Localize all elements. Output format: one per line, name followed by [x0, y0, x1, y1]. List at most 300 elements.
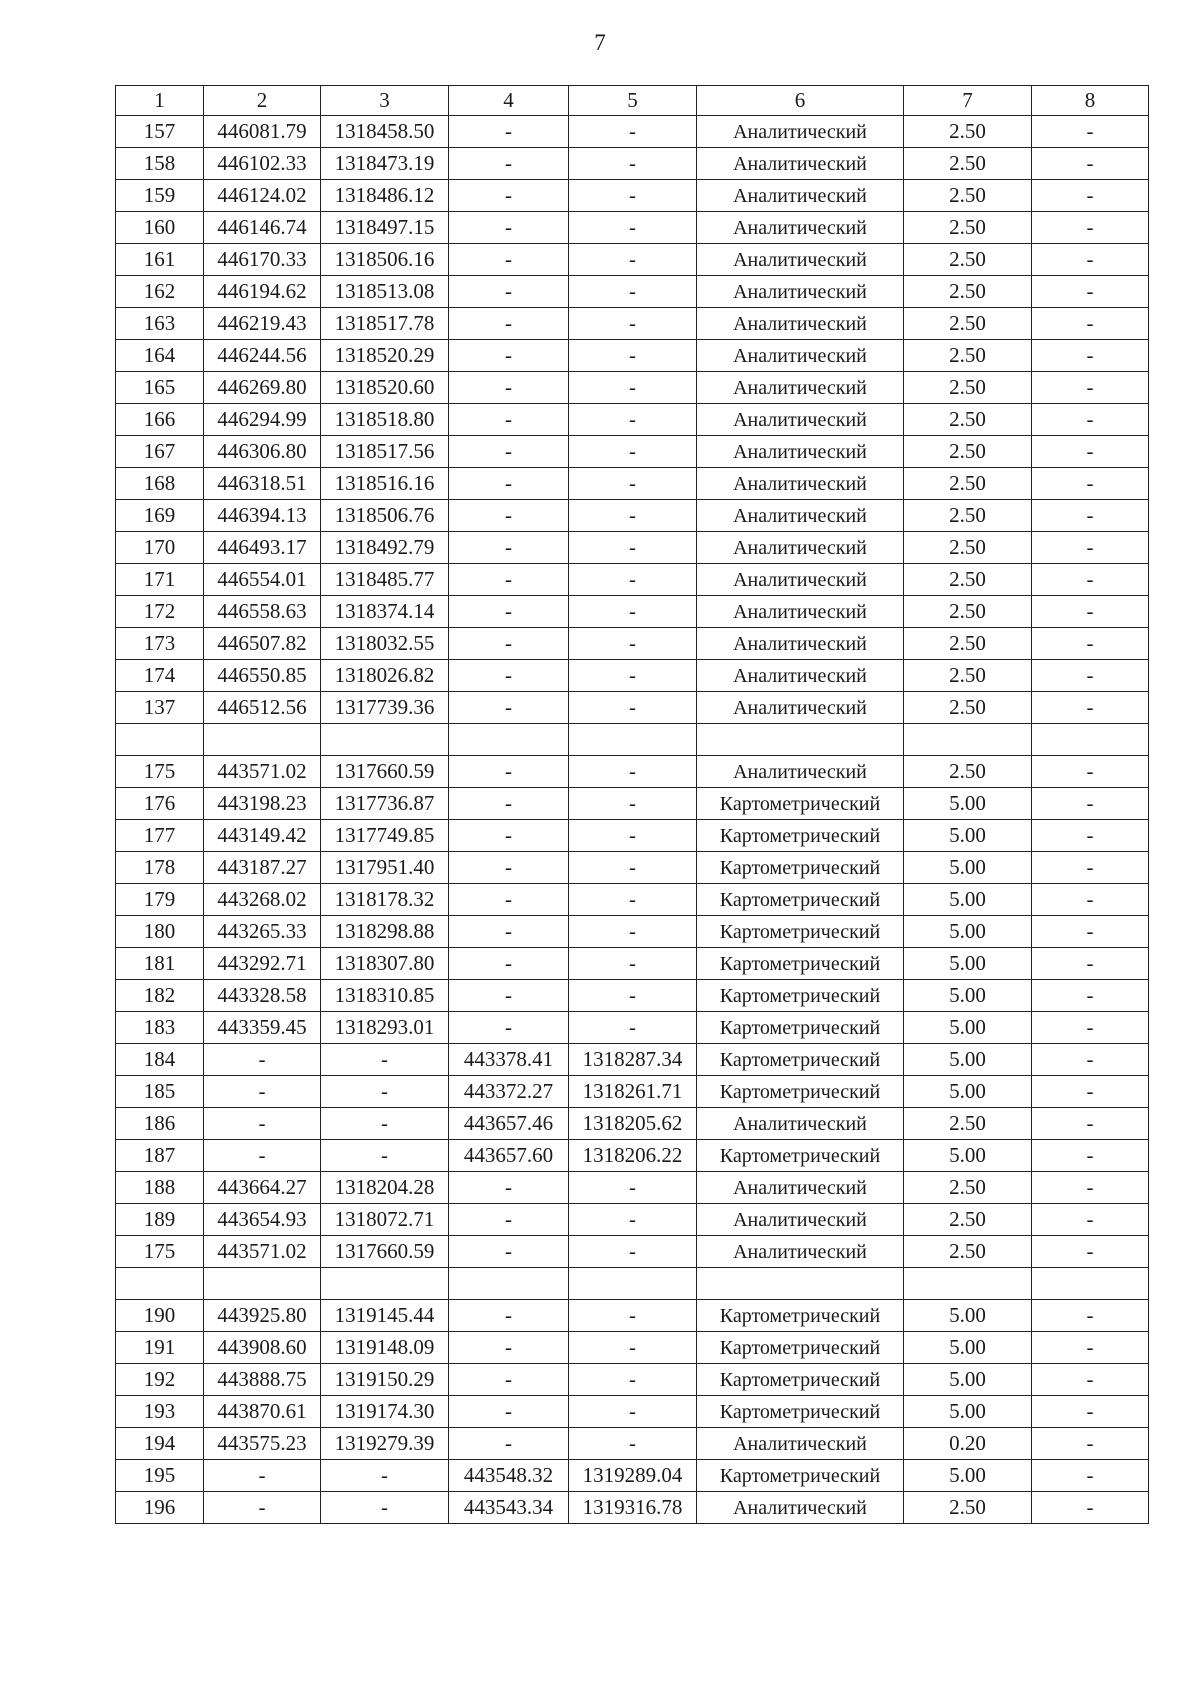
y-coordinate-alt-cell: - — [569, 500, 697, 532]
y-coordinate-cell: 1318178.32 — [321, 884, 449, 916]
page-number: 7 — [594, 30, 606, 55]
y-coordinate-alt-cell: - — [569, 1332, 697, 1364]
method-cell: Аналитический — [697, 500, 904, 532]
x-coordinate-cell: 443888.75 — [204, 1364, 321, 1396]
x-coordinate-cell: - — [204, 1140, 321, 1172]
point-number-cell — [116, 724, 204, 756]
y-coordinate-cell: 1318307.80 — [321, 948, 449, 980]
table-row — [116, 1204, 1149, 1236]
x-coordinate-cell: - — [204, 1108, 321, 1140]
y-coordinate-alt-cell: - — [569, 820, 697, 852]
x-coordinate-cell: 446318.51 — [204, 468, 321, 500]
y-coordinate-alt-cell: - — [569, 916, 697, 948]
accuracy-cell: 5.00 — [904, 788, 1032, 820]
y-coordinate-cell: 1318520.29 — [321, 340, 449, 372]
x-coordinate-cell: 446244.56 — [204, 340, 321, 372]
y-coordinate-alt-cell: - — [569, 852, 697, 884]
point-number-cell: 191 — [116, 1332, 204, 1364]
note-cell: - — [1032, 500, 1149, 532]
y-coordinate-alt-cell: 1318205.62 — [569, 1108, 697, 1140]
accuracy-cell: 2.50 — [904, 116, 1032, 148]
note-cell: - — [1032, 468, 1149, 500]
x-coordinate-alt-cell: - — [449, 948, 569, 980]
point-number-cell: 168 — [116, 468, 204, 500]
y-coordinate-alt-cell: 1318287.34 — [569, 1044, 697, 1076]
table-row — [116, 1300, 1149, 1332]
point-number-cell: 180 — [116, 916, 204, 948]
point-number-cell: 159 — [116, 180, 204, 212]
method-cell: Аналитический — [697, 692, 904, 724]
point-number-cell: 194 — [116, 1428, 204, 1460]
note-cell: - — [1032, 980, 1149, 1012]
y-coordinate-cell: 1318506.16 — [321, 244, 449, 276]
method-cell: Картометрический — [697, 820, 904, 852]
point-number-cell: 181 — [116, 948, 204, 980]
note-cell: - — [1032, 340, 1149, 372]
table-row — [116, 884, 1149, 916]
method-cell: Аналитический — [697, 116, 904, 148]
x-coordinate-alt-cell: - — [449, 1332, 569, 1364]
note-cell: - — [1032, 180, 1149, 212]
y-coordinate-cell: 1317749.85 — [321, 820, 449, 852]
point-number-cell: 189 — [116, 1204, 204, 1236]
table-row — [116, 852, 1149, 884]
x-coordinate-alt-cell: - — [449, 820, 569, 852]
y-coordinate-cell: 1319174.30 — [321, 1396, 449, 1428]
accuracy-cell: 2.50 — [904, 468, 1032, 500]
accuracy-cell: 5.00 — [904, 820, 1032, 852]
method-cell: Аналитический — [697, 532, 904, 564]
point-number-cell: 188 — [116, 1172, 204, 1204]
x-coordinate-alt-cell: - — [449, 980, 569, 1012]
point-number-cell: 176 — [116, 788, 204, 820]
y-coordinate-alt-cell — [569, 724, 697, 756]
method-cell: Аналитический — [697, 404, 904, 436]
note-cell: - — [1032, 756, 1149, 788]
y-coordinate-alt-cell: - — [569, 308, 697, 340]
method-cell: Аналитический — [697, 468, 904, 500]
table-row — [116, 756, 1149, 788]
note-cell: - — [1032, 884, 1149, 916]
method-cell: Аналитический — [697, 628, 904, 660]
x-coordinate-cell: - — [204, 1492, 321, 1524]
y-coordinate-cell — [321, 1268, 449, 1300]
accuracy-cell: 5.00 — [904, 1364, 1032, 1396]
table-row — [116, 1236, 1149, 1268]
x-coordinate-alt-cell: - — [449, 468, 569, 500]
note-cell: - — [1032, 1428, 1149, 1460]
method-cell: Картометрический — [697, 1044, 904, 1076]
point-number-cell: 170 — [116, 532, 204, 564]
x-coordinate-alt-cell: - — [449, 212, 569, 244]
x-coordinate-alt-cell: 443657.60 — [449, 1140, 569, 1172]
table-row — [116, 692, 1149, 724]
method-cell: Картометрический — [697, 1396, 904, 1428]
y-coordinate-alt-cell: - — [569, 244, 697, 276]
x-coordinate-cell: 443654.93 — [204, 1204, 321, 1236]
y-coordinate-alt-cell: - — [569, 692, 697, 724]
x-coordinate-cell: 443149.42 — [204, 820, 321, 852]
x-coordinate-cell: 446269.80 — [204, 372, 321, 404]
table-row — [116, 308, 1149, 340]
point-number-cell: 195 — [116, 1460, 204, 1492]
table-row — [116, 596, 1149, 628]
note-cell — [1032, 1268, 1149, 1300]
note-cell: - — [1032, 212, 1149, 244]
x-coordinate-cell — [204, 724, 321, 756]
note-cell: - — [1032, 276, 1149, 308]
point-number-cell: 157 — [116, 116, 204, 148]
table-row — [116, 660, 1149, 692]
point-number-cell: 178 — [116, 852, 204, 884]
x-coordinate-cell: 446554.01 — [204, 564, 321, 596]
x-coordinate-cell: 446294.99 — [204, 404, 321, 436]
accuracy-cell: 5.00 — [904, 852, 1032, 884]
accuracy-cell: 5.00 — [904, 1460, 1032, 1492]
accuracy-cell: 5.00 — [904, 1300, 1032, 1332]
accuracy-cell: 5.00 — [904, 1396, 1032, 1428]
note-cell: - — [1032, 596, 1149, 628]
point-number-cell: 182 — [116, 980, 204, 1012]
y-coordinate-cell: 1318517.78 — [321, 308, 449, 340]
note-cell: - — [1032, 1108, 1149, 1140]
x-coordinate-cell: 446550.85 — [204, 660, 321, 692]
x-coordinate-cell: 446306.80 — [204, 436, 321, 468]
x-coordinate-alt-cell: - — [449, 756, 569, 788]
note-cell: - — [1032, 404, 1149, 436]
method-cell: Аналитический — [697, 148, 904, 180]
y-coordinate-alt-cell: - — [569, 116, 697, 148]
y-coordinate-cell: 1319150.29 — [321, 1364, 449, 1396]
y-coordinate-alt-cell: 1318261.71 — [569, 1076, 697, 1108]
accuracy-cell: 2.50 — [904, 628, 1032, 660]
x-coordinate-alt-cell: 443378.41 — [449, 1044, 569, 1076]
column-header: 1 — [116, 86, 204, 116]
column-header: 8 — [1032, 86, 1149, 116]
table-row — [116, 980, 1149, 1012]
y-coordinate-cell: - — [321, 1108, 449, 1140]
note-cell: - — [1032, 1140, 1149, 1172]
y-coordinate-cell: 1318293.01 — [321, 1012, 449, 1044]
y-coordinate-alt-cell — [569, 1268, 697, 1300]
method-cell: Картометрический — [697, 852, 904, 884]
note-cell: - — [1032, 436, 1149, 468]
x-coordinate-alt-cell: - — [449, 692, 569, 724]
y-coordinate-alt-cell: - — [569, 212, 697, 244]
x-coordinate-cell: 443908.60 — [204, 1332, 321, 1364]
y-coordinate-cell: 1318492.79 — [321, 532, 449, 564]
accuracy-cell: 2.50 — [904, 1204, 1032, 1236]
x-coordinate-cell: - — [204, 1460, 321, 1492]
note-cell: - — [1032, 244, 1149, 276]
y-coordinate-cell: 1318298.88 — [321, 916, 449, 948]
note-cell: - — [1032, 1492, 1149, 1524]
point-number-cell — [116, 1268, 204, 1300]
note-cell: - — [1032, 948, 1149, 980]
accuracy-cell: 2.50 — [904, 596, 1032, 628]
y-coordinate-cell: 1318506.76 — [321, 500, 449, 532]
x-coordinate-alt-cell: - — [449, 340, 569, 372]
method-cell: Картометрический — [697, 1460, 904, 1492]
table-row — [116, 276, 1149, 308]
method-cell: Картометрический — [697, 1012, 904, 1044]
column-header: 3 — [321, 86, 449, 116]
y-coordinate-cell: 1317660.59 — [321, 1236, 449, 1268]
accuracy-cell: 5.00 — [904, 1332, 1032, 1364]
method-cell: Картометрический — [697, 1364, 904, 1396]
table-row — [116, 564, 1149, 596]
x-coordinate-alt-cell: - — [449, 372, 569, 404]
y-coordinate-cell: 1317660.59 — [321, 756, 449, 788]
note-cell: - — [1032, 116, 1149, 148]
table-row — [116, 372, 1149, 404]
table-row — [116, 1492, 1149, 1524]
x-coordinate-cell: 446507.82 — [204, 628, 321, 660]
accuracy-cell: 2.50 — [904, 404, 1032, 436]
table-row — [116, 1332, 1149, 1364]
y-coordinate-alt-cell: - — [569, 148, 697, 180]
accuracy-cell: 5.00 — [904, 948, 1032, 980]
table-row — [116, 180, 1149, 212]
x-coordinate-cell: 443268.02 — [204, 884, 321, 916]
method-cell: Картометрический — [697, 1300, 904, 1332]
table-row — [116, 340, 1149, 372]
y-coordinate-alt-cell: - — [569, 628, 697, 660]
note-cell: - — [1032, 1460, 1149, 1492]
accuracy-cell: 5.00 — [904, 1044, 1032, 1076]
method-cell: Аналитический — [697, 340, 904, 372]
accuracy-cell: 2.50 — [904, 500, 1032, 532]
x-coordinate-alt-cell — [449, 1268, 569, 1300]
method-cell — [697, 724, 904, 756]
x-coordinate-alt-cell: - — [449, 308, 569, 340]
x-coordinate-alt-cell: - — [449, 148, 569, 180]
method-cell: Аналитический — [697, 596, 904, 628]
y-coordinate-alt-cell: - — [569, 1172, 697, 1204]
method-cell: Картометрический — [697, 788, 904, 820]
y-coordinate-cell: 1318374.14 — [321, 596, 449, 628]
point-number-cell: 137 — [116, 692, 204, 724]
x-coordinate-cell: 443265.33 — [204, 916, 321, 948]
y-coordinate-cell: 1318497.15 — [321, 212, 449, 244]
table-row — [116, 116, 1149, 148]
method-cell: Картометрический — [697, 916, 904, 948]
point-number-cell: 173 — [116, 628, 204, 660]
y-coordinate-alt-cell: - — [569, 404, 697, 436]
y-coordinate-cell: - — [321, 1492, 449, 1524]
y-coordinate-cell: - — [321, 1460, 449, 1492]
accuracy-cell: 2.50 — [904, 436, 1032, 468]
accuracy-cell: 5.00 — [904, 980, 1032, 1012]
x-coordinate-alt-cell: 443372.27 — [449, 1076, 569, 1108]
y-coordinate-alt-cell: - — [569, 276, 697, 308]
x-coordinate-cell: 443664.27 — [204, 1172, 321, 1204]
x-coordinate-alt-cell: - — [449, 1300, 569, 1332]
point-number-cell: 164 — [116, 340, 204, 372]
table-row — [116, 788, 1149, 820]
coordinates-table — [115, 85, 1149, 1524]
point-number-cell: 166 — [116, 404, 204, 436]
accuracy-cell: 2.50 — [904, 212, 1032, 244]
note-cell: - — [1032, 308, 1149, 340]
method-cell: Аналитический — [697, 276, 904, 308]
y-coordinate-alt-cell: - — [569, 596, 697, 628]
point-number-cell: 185 — [116, 1076, 204, 1108]
point-number-cell: 171 — [116, 564, 204, 596]
x-coordinate-alt-cell: - — [449, 884, 569, 916]
y-coordinate-alt-cell: - — [569, 1236, 697, 1268]
point-number-cell: 192 — [116, 1364, 204, 1396]
column-header: 6 — [697, 86, 904, 116]
note-cell: - — [1032, 1076, 1149, 1108]
x-coordinate-alt-cell: - — [449, 1012, 569, 1044]
point-number-cell: 161 — [116, 244, 204, 276]
table-row — [116, 724, 1149, 756]
y-coordinate-alt-cell: - — [569, 1012, 697, 1044]
y-coordinate-alt-cell: - — [569, 1300, 697, 1332]
note-cell: - — [1032, 148, 1149, 180]
note-cell: - — [1032, 1172, 1149, 1204]
point-number-cell: 169 — [116, 500, 204, 532]
accuracy-cell — [904, 1268, 1032, 1300]
accuracy-cell: 2.50 — [904, 532, 1032, 564]
note-cell: - — [1032, 628, 1149, 660]
note-cell: - — [1032, 1396, 1149, 1428]
x-coordinate-alt-cell: - — [449, 1396, 569, 1428]
y-coordinate-alt-cell: - — [569, 468, 697, 500]
point-number-cell: 175 — [116, 756, 204, 788]
note-cell: - — [1032, 1364, 1149, 1396]
x-coordinate-alt-cell: - — [449, 788, 569, 820]
method-cell: Аналитический — [697, 1172, 904, 1204]
x-coordinate-cell: 446170.33 — [204, 244, 321, 276]
point-number-cell: 162 — [116, 276, 204, 308]
table-row — [116, 1268, 1149, 1300]
method-cell: Аналитический — [697, 1236, 904, 1268]
y-coordinate-alt-cell: - — [569, 756, 697, 788]
y-coordinate-alt-cell: 1319316.78 — [569, 1492, 697, 1524]
y-coordinate-cell: 1318513.08 — [321, 276, 449, 308]
table-row — [116, 1108, 1149, 1140]
accuracy-cell — [904, 724, 1032, 756]
x-coordinate-cell: - — [204, 1044, 321, 1076]
y-coordinate-cell: 1318518.80 — [321, 404, 449, 436]
y-coordinate-cell: 1318458.50 — [321, 116, 449, 148]
y-coordinate-cell: 1318486.12 — [321, 180, 449, 212]
point-number-cell: 193 — [116, 1396, 204, 1428]
table-row — [116, 404, 1149, 436]
y-coordinate-cell: 1318473.19 — [321, 148, 449, 180]
method-cell: Аналитический — [697, 180, 904, 212]
point-number-cell: 158 — [116, 148, 204, 180]
y-coordinate-alt-cell: - — [569, 948, 697, 980]
y-coordinate-cell: 1319145.44 — [321, 1300, 449, 1332]
accuracy-cell: 2.50 — [904, 148, 1032, 180]
y-coordinate-alt-cell: - — [569, 1428, 697, 1460]
method-cell: Аналитический — [697, 1492, 904, 1524]
x-coordinate-alt-cell: - — [449, 852, 569, 884]
note-cell: - — [1032, 1300, 1149, 1332]
note-cell: - — [1032, 564, 1149, 596]
y-coordinate-cell: 1318032.55 — [321, 628, 449, 660]
method-cell: Аналитический — [697, 1204, 904, 1236]
method-cell: Картометрический — [697, 884, 904, 916]
x-coordinate-alt-cell: - — [449, 916, 569, 948]
y-coordinate-alt-cell: - — [569, 660, 697, 692]
note-cell: - — [1032, 1044, 1149, 1076]
x-coordinate-cell: 446219.43 — [204, 308, 321, 340]
y-coordinate-cell: 1319279.39 — [321, 1428, 449, 1460]
table-header-row — [116, 86, 1149, 116]
y-coordinate-alt-cell: - — [569, 1396, 697, 1428]
column-header: 4 — [449, 86, 569, 116]
y-coordinate-cell: 1319148.09 — [321, 1332, 449, 1364]
method-cell: Аналитический — [697, 660, 904, 692]
y-coordinate-alt-cell: - — [569, 180, 697, 212]
table-row — [116, 628, 1149, 660]
x-coordinate-alt-cell — [449, 724, 569, 756]
x-coordinate-alt-cell: - — [449, 564, 569, 596]
x-coordinate-cell: 443359.45 — [204, 1012, 321, 1044]
y-coordinate-alt-cell: - — [569, 372, 697, 404]
accuracy-cell: 5.00 — [904, 1140, 1032, 1172]
method-cell: Аналитический — [697, 212, 904, 244]
accuracy-cell: 0.20 — [904, 1428, 1032, 1460]
x-coordinate-alt-cell: - — [449, 532, 569, 564]
y-coordinate-cell: 1318072.71 — [321, 1204, 449, 1236]
y-coordinate-alt-cell: - — [569, 1204, 697, 1236]
note-cell: - — [1032, 820, 1149, 852]
accuracy-cell: 5.00 — [904, 1012, 1032, 1044]
point-number-cell: 175 — [116, 1236, 204, 1268]
x-coordinate-cell: 443571.02 — [204, 1236, 321, 1268]
note-cell — [1032, 724, 1149, 756]
y-coordinate-alt-cell: 1318206.22 — [569, 1140, 697, 1172]
table-row — [116, 436, 1149, 468]
point-number-cell: 177 — [116, 820, 204, 852]
y-coordinate-alt-cell: - — [569, 532, 697, 564]
accuracy-cell: 2.50 — [904, 372, 1032, 404]
method-cell — [697, 1268, 904, 1300]
accuracy-cell: 5.00 — [904, 916, 1032, 948]
method-cell: Картометрический — [697, 1332, 904, 1364]
x-coordinate-alt-cell: - — [449, 1172, 569, 1204]
y-coordinate-alt-cell: - — [569, 436, 697, 468]
x-coordinate-alt-cell: - — [449, 660, 569, 692]
y-coordinate-cell: 1317739.36 — [321, 692, 449, 724]
table-row — [116, 820, 1149, 852]
x-coordinate-cell: 446493.17 — [204, 532, 321, 564]
method-cell: Картометрический — [697, 980, 904, 1012]
method-cell: Аналитический — [697, 564, 904, 596]
accuracy-cell: 5.00 — [904, 884, 1032, 916]
table-row — [116, 1076, 1149, 1108]
method-cell: Картометрический — [697, 1076, 904, 1108]
x-coordinate-cell: 443328.58 — [204, 980, 321, 1012]
note-cell: - — [1032, 788, 1149, 820]
method-cell: Аналитический — [697, 1428, 904, 1460]
method-cell: Аналитический — [697, 308, 904, 340]
point-number-cell: 172 — [116, 596, 204, 628]
y-coordinate-alt-cell: - — [569, 788, 697, 820]
table-row — [116, 1140, 1149, 1172]
table-row — [116, 148, 1149, 180]
note-cell: - — [1032, 532, 1149, 564]
x-coordinate-alt-cell: - — [449, 404, 569, 436]
x-coordinate-cell: 446102.33 — [204, 148, 321, 180]
table-row — [116, 1364, 1149, 1396]
point-number-cell: 165 — [116, 372, 204, 404]
